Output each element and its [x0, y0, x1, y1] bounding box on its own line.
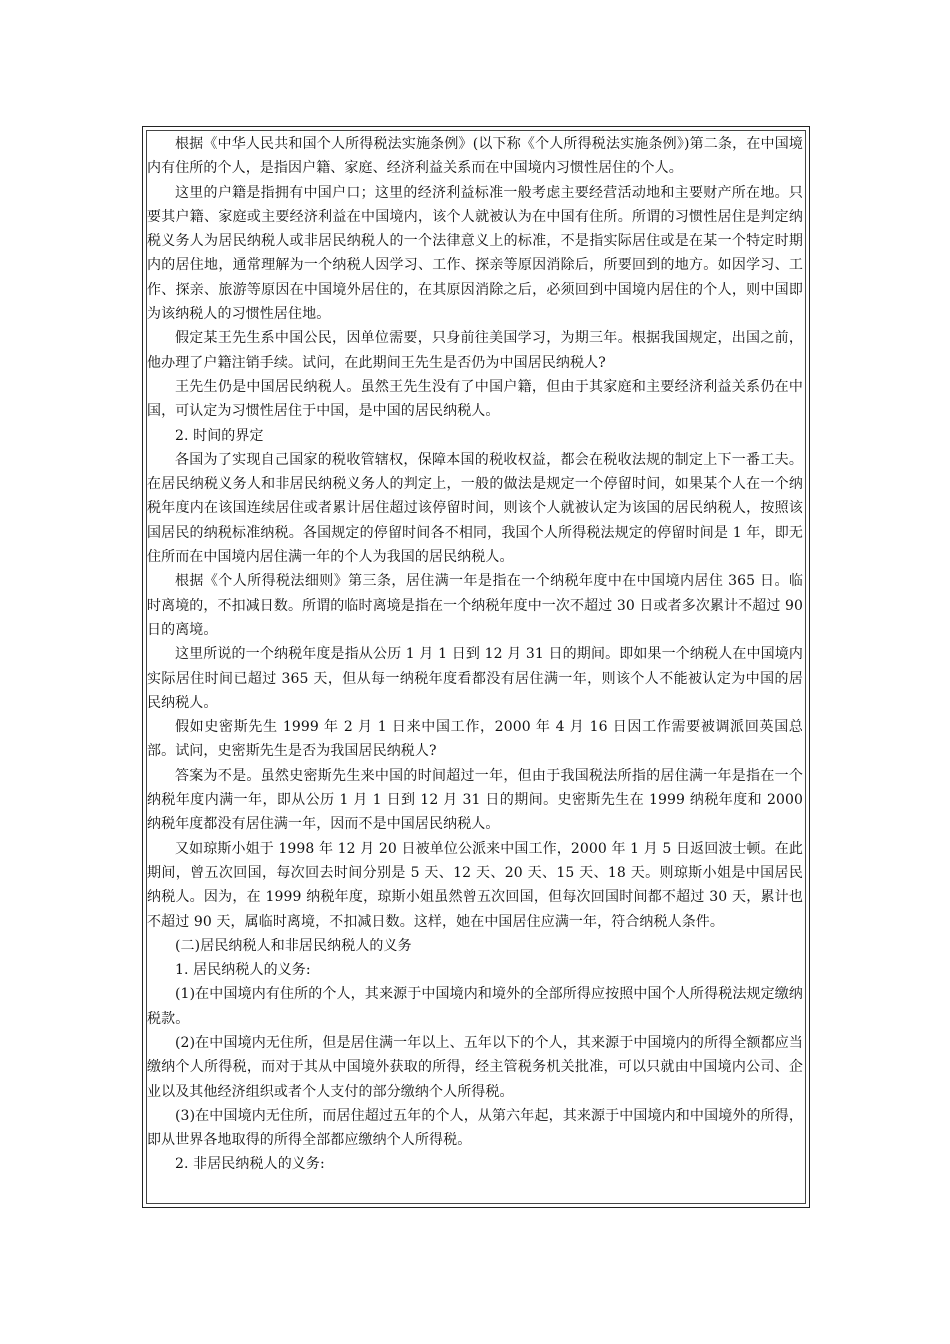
paragraph-7: 根据《个人所得税法细则》第三条，居住满一年是指在一个纳税年度中在中国境内居住 365 日。临时离境的，不扣减日数。所谓的临时离境是指在一个纳税年度中一次不超过 30 日或者多次累计不超过 90 日的离境。: [147, 573, 803, 638]
paragraph-6: 各国为了实现自己国家的税收管辖权，保障本国的税收权益，都会在税收法规的制定上下一番工夫。在居民纳税义务人和非居民纳税义务人的判定上，一般的做法是规定一个停留时间，如果某个人在一个纳税年度内在该国连续居住或者累计居住超过该停留时间，则该个人就被认定为该国的居民纳税人，按照该国居民的纳税标准纳税。各国规定的停留时间各不相同，我国个人所得税法规定的停留时间是 1 年，即无住所而在中国境内居住满一年的个人为我国的居民纳税人。: [147, 451, 803, 566]
paragraph-4: 王先生仍是中国居民纳税人。虽然王先生没有了中国户籍，但由于其家庭和主要经济利益关系仍在中国，可认定为习惯性居住于中国，是中国的居民纳税人。: [147, 378, 803, 420]
section-heading-obligations: (二)居民纳税人和非居民纳税人的义务: [175, 937, 412, 954]
paragraph-16: (3)在中国境内无住所，而居住超过五年的个人，从第六年起，其来源于中国境内和中国境外的所得，即从世界各地取得的所得全部都应缴纳个人所得税。: [147, 1107, 803, 1149]
paragraph-11: 又如琼斯小姐于 1998 年 12 月 20 日被单位公派来中国工作，2000 年 1 月 5 日返回波士顿。在此期间，曾五次回国，每次回去时间分别是 5 天、12 天、20 天、15 天、18 天。则琼斯小姐是中国居民纳税人。因为，在 1999 纳税年度，琼斯小姐虽然曾五次回国，但每次回国时间都不超过 30 天，累计也不超过 90 天，属临时离境，不扣减日数。这样，她在中国居住应满一年，符合纳税人条件。: [147, 840, 803, 930]
paragraph-10: 答案为不是。虽然史密斯先生来中国的时间超过一年，但由于我国税法所指的居住满一年是指在一个纳税年度内满一年，即从公历 1 月 1 日到 12 月 31 日的期间。史密斯先生在 1999 纳税年度和 2000 纳税年度都没有居住满一年，因而不是中国居民纳税人。: [147, 767, 803, 833]
paragraph-14: (1)在中国境内有住所的个人，其来源于中国境内和境外的全部所得应按照中国个人所得税法规定缴纳税款。: [147, 986, 803, 1027]
subheading-nonresident-obligations: 2. 非居民纳税人的义务:: [175, 1156, 325, 1173]
paragraph-8: 这里所说的一个纳税年度是指从公历 1 月 1 日到 12 月 31 日的期间。即如果一个纳税人在中国境内实际居住时间已超过 365 天，但从每一纳税年度看都没有居住满一年，则该个人不能被认定为中国的居民纳税人。: [147, 646, 803, 711]
paragraph-15: (2)在中国境内无住所，但是居住满一年以上、五年以下的个人，其来源于中国境内的所得全额都应当缴纳个人所得税，而对于其从中国境外获取的所得，经主管税务机关批准，可以只就由中国境内公司、企业以及其他经济组织或者个人支付的部分缴纳个人所得税。: [147, 1034, 803, 1100]
paragraph-3: 假定某王先生系中国公民，因单位需要，只身前往美国学习，为期三年。根据我国规定，出国之前，他办理了户籍注销手续。试问，在此期间王先生是否仍为中国居民纳税人?: [147, 330, 803, 371]
paragraph-2: 这里的户籍是指拥有中国户口；这里的经济利益标准一般考虑主要经营活动地和主要财产所在地。只要其户籍、家庭或主要经济利益在中国境内，该个人就被认为在中国有住所。所谓的习惯性居住是判定纳税义务人为居民纳税人或非居民纳税人的一个法律意义上的标准，不是指实际居住或是在某一个特定时期内的居住地，通常理解为一个纳税人因学习、工作、探亲等原因消除后，所要回到的地方。如因学习、工作、探亲、旅游等原因在中国境外居住的，在其原因消除之后，必须回到中国境内居住的个人，则中国即为该纳税人的习惯性居住地。: [147, 184, 803, 323]
section-heading-time: 2. 时间的界定: [175, 427, 264, 444]
subheading-resident-obligations: 1. 居民纳税人的义务:: [175, 962, 311, 979]
paragraph-9: 假如史密斯先生 1999 年 2 月 1 日来中国工作，2000 年 4 月 16 日因工作需要被调派回英国总部。试问，史密斯先生是否为我国居民纳税人?: [147, 719, 803, 760]
document-body: [147, 132, 803, 1177]
paragraph-1: 根据《中华人民共和国个人所得税法实施条例》(以下称《个人所得税法实施条例》)第二条，在中国境内有住所的个人，是指因户籍、家庭、经济利益关系而在中国境内习惯性居住的个人。: [147, 136, 803, 177]
